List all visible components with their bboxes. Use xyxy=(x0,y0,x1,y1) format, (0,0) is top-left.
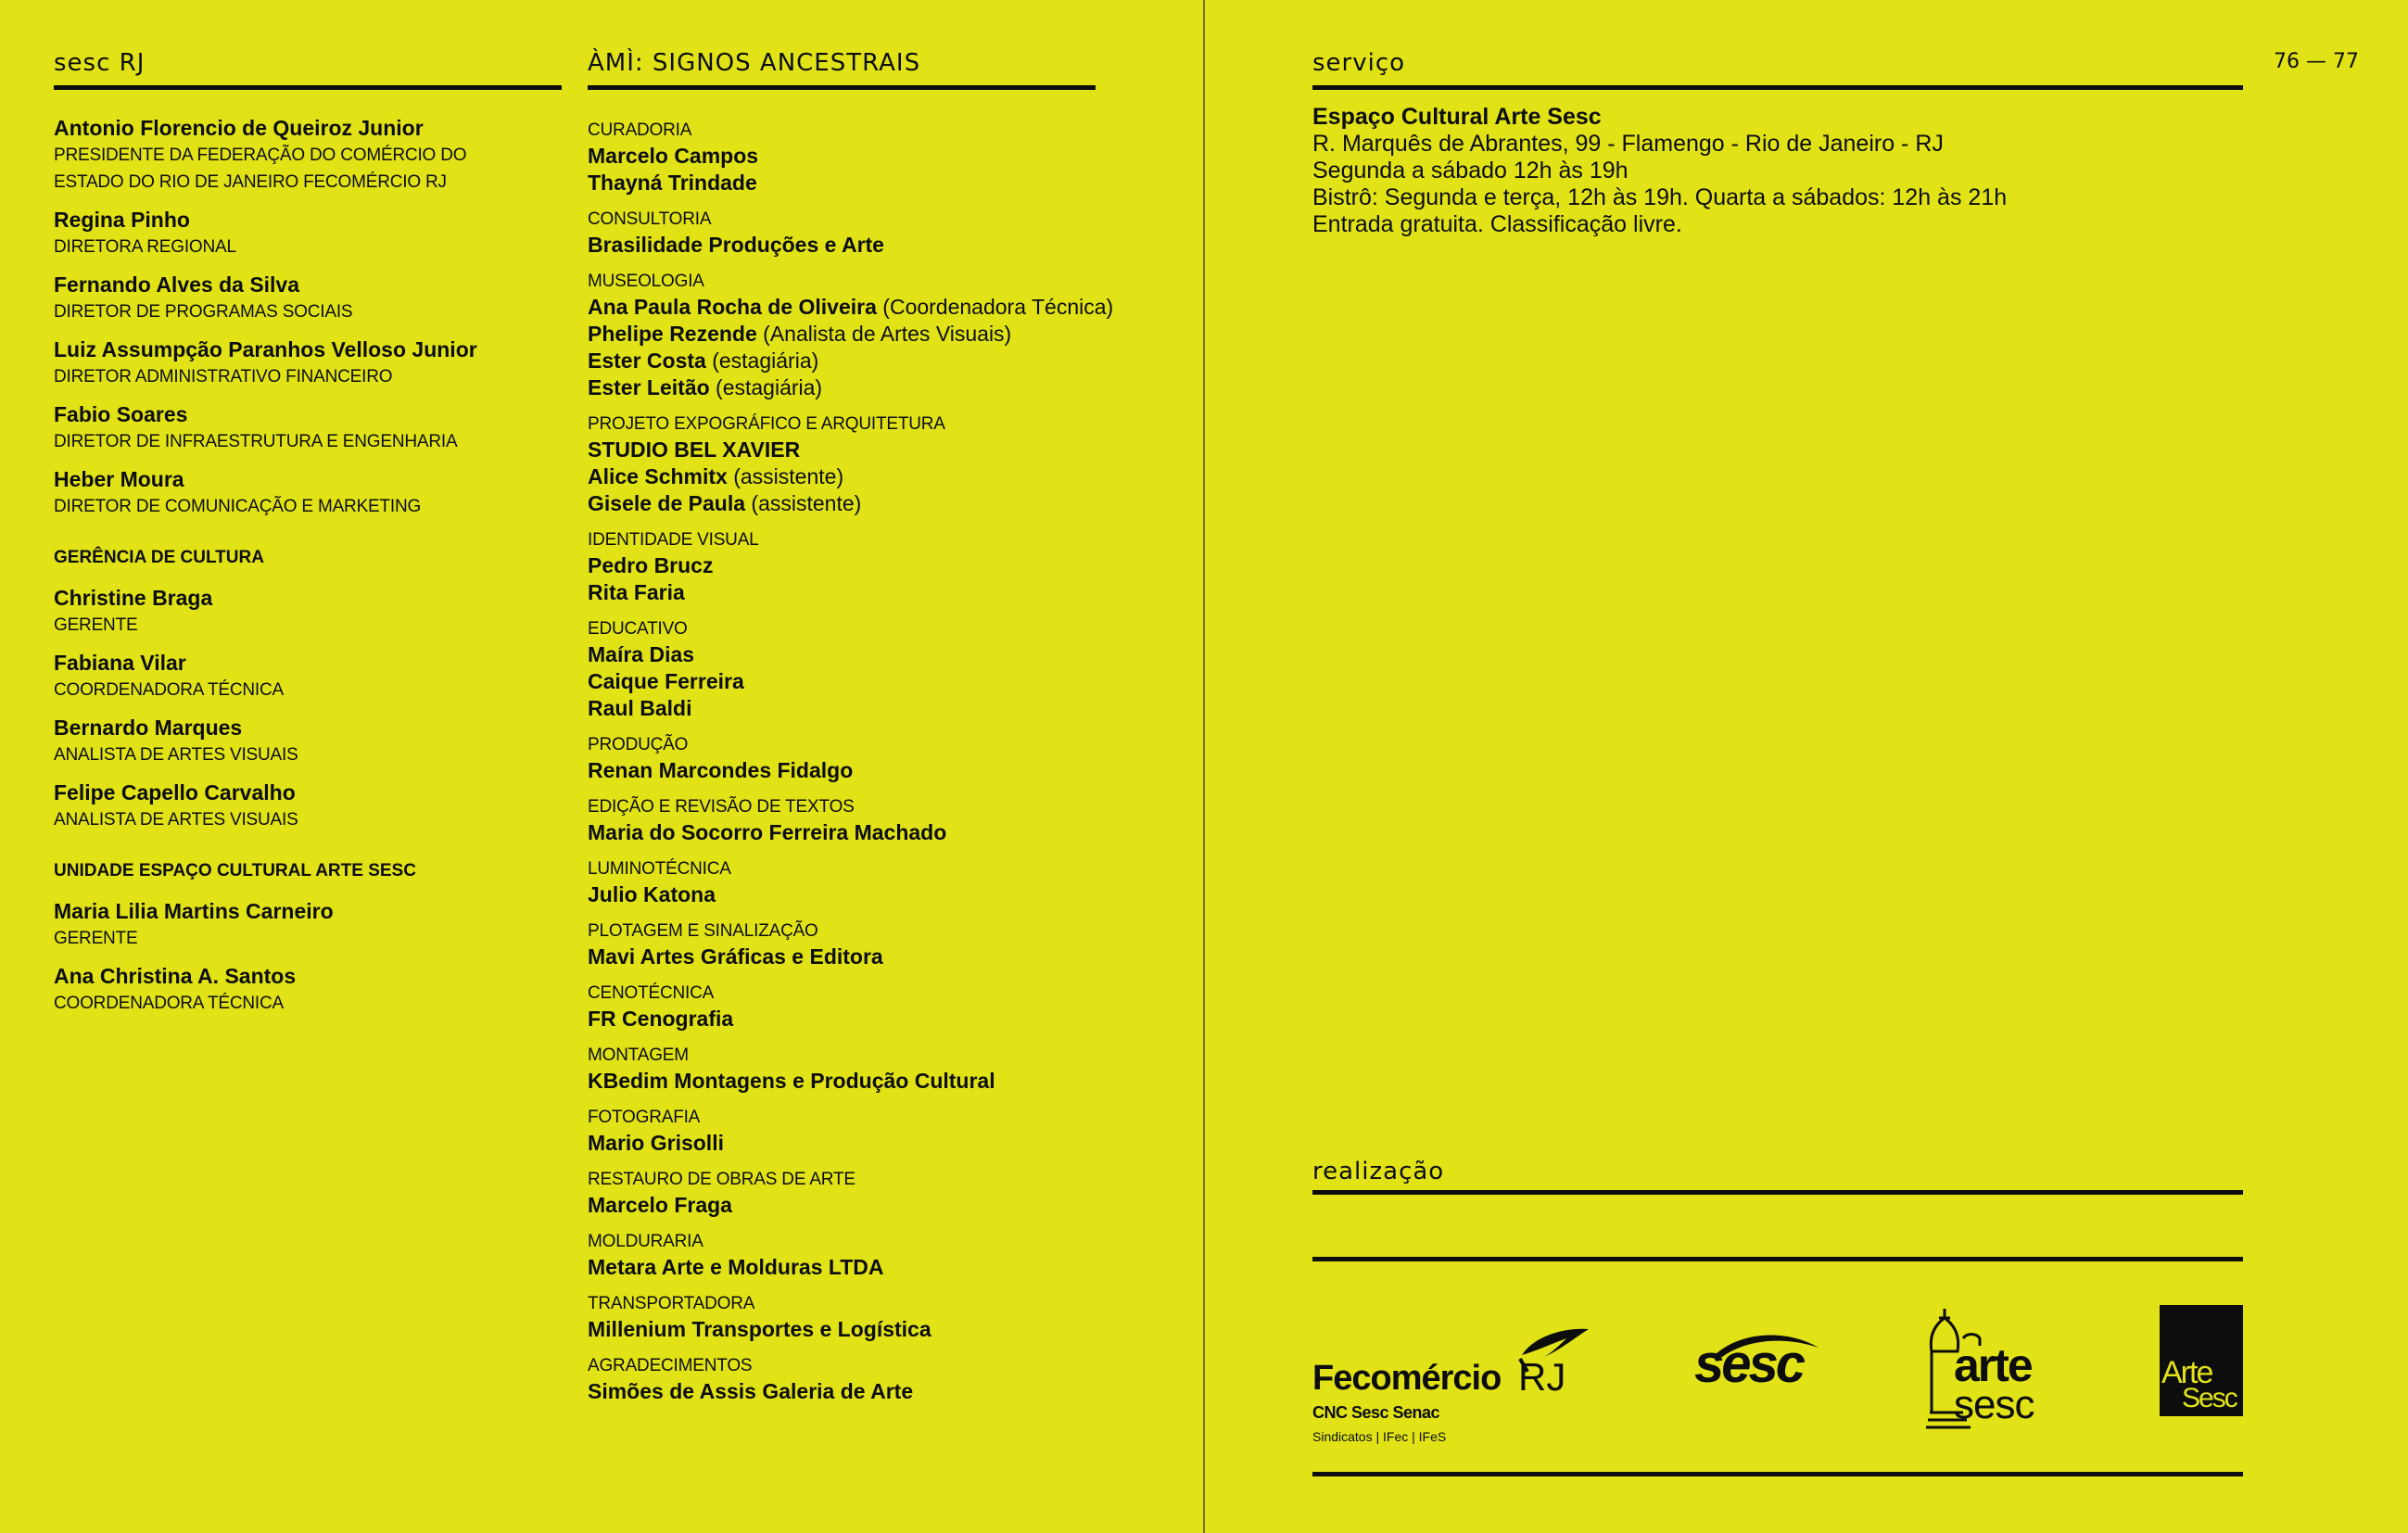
credit-name-line xyxy=(588,437,1162,463)
credit-group xyxy=(588,617,1162,722)
credit-role: AGRADECIMENTOS xyxy=(588,1356,753,1375)
credit-group xyxy=(588,270,1162,401)
member-name: Ana Christina A. Santos xyxy=(54,964,297,988)
credit-group xyxy=(588,528,1162,606)
member-name: Regina Pinho xyxy=(54,208,190,232)
sesc-rj-rule xyxy=(54,85,562,90)
credit-role: TRANSPORTADORA xyxy=(588,1294,755,1313)
board-member xyxy=(54,272,573,325)
credit-name: Simões de Assis Galeria de Arte xyxy=(588,1379,914,1403)
credit-name: Mario Grisolli xyxy=(588,1131,724,1155)
member-name: Heber Moura xyxy=(54,467,184,491)
credit-role: CONSULTORIA xyxy=(588,209,712,229)
credit-name: KBedim Montagens e Produção Cultural xyxy=(588,1069,995,1093)
culture-list xyxy=(54,585,573,833)
member-role: COORDENADORA TÉCNICA xyxy=(54,680,284,700)
credit-name-line xyxy=(588,1130,1162,1157)
credit-name-line xyxy=(588,881,1162,908)
credit-note: (estagiária) xyxy=(709,375,823,399)
arte-box-top: Arte xyxy=(2161,1355,2212,1390)
credit-note: (estagiária) xyxy=(705,348,819,373)
credit-name-line xyxy=(588,1068,1162,1095)
fecomercio-sub: CNC Sesc Senac xyxy=(1312,1403,1440,1422)
member-role: DIRETOR DE PROGRAMAS SOCIAIS xyxy=(54,302,353,322)
credit-name-line xyxy=(588,170,1162,196)
credit-note: (assistente) xyxy=(727,464,844,488)
board-member xyxy=(54,336,573,390)
sesc-rj-column xyxy=(54,115,573,1028)
credit-name-line xyxy=(588,1254,1162,1281)
credit-role: EDIÇÃO E REVISÃO DE TEXTOS xyxy=(588,797,855,817)
credit-group xyxy=(588,1230,1162,1281)
credit-group xyxy=(588,412,1162,517)
credit-name: Ana Paula Rocha de Oliveira xyxy=(588,295,877,319)
credit-group xyxy=(588,1168,1162,1219)
board-list xyxy=(54,115,573,520)
credit-group xyxy=(588,795,1162,846)
address-line: R. Marquês de Abrantes, 99 - Flamengo - Rio de Janeiro - RJ xyxy=(1312,131,1944,157)
credit-name-line xyxy=(588,1006,1162,1033)
credit-group xyxy=(588,1354,1162,1405)
credit-group xyxy=(588,119,1162,196)
credit-name: Thayná Trindade xyxy=(588,171,757,195)
credit-name: Ester Leitão xyxy=(588,375,710,399)
member-name: Maria Lilia Martins Carneiro xyxy=(54,899,334,923)
credit-name: Gisele de Paula xyxy=(588,491,746,515)
credit-name: Renan Marcondes Fidalgo xyxy=(588,758,854,782)
credit-name: Marcelo Fraga xyxy=(588,1193,732,1217)
member-role: GERENTE xyxy=(54,929,138,948)
credit-group xyxy=(588,857,1162,908)
member-name: Fabio Soares xyxy=(54,402,188,426)
credit-name: Alice Schmitx xyxy=(588,464,728,488)
unit-member xyxy=(54,898,573,952)
credit-role: IDENTIDADE VISUAL xyxy=(588,530,759,550)
admission-line: Entrada gratuita. Classificação livre. xyxy=(1312,211,1682,237)
page-number: 76 — 77 xyxy=(2274,50,2359,73)
logos-bottom-rule xyxy=(1312,1472,2243,1476)
member-role: COORDENADORA TÉCNICA xyxy=(54,994,284,1013)
member-role: PRESIDENTE DA FEDERAÇÃO DO COMÉRCIO DO xyxy=(54,146,467,165)
credit-name-line xyxy=(588,1316,1162,1343)
credit-group xyxy=(588,982,1162,1033)
credit-name: Julio Katona xyxy=(588,882,716,906)
member-role: DIRETOR DE COMUNICAÇÃO E MARKETING xyxy=(54,497,422,516)
credit-name: Brasilidade Produções e Arte xyxy=(588,233,884,257)
credit-name: Maria do Socorro Ferreira Machado xyxy=(588,820,947,844)
credit-role: MONTAGEM xyxy=(588,1045,689,1065)
credit-name-line xyxy=(588,757,1162,784)
sesc-logo xyxy=(1694,1329,1824,1403)
credit-name-line xyxy=(588,641,1162,668)
credit-name-line xyxy=(588,695,1162,722)
credit-name-line xyxy=(588,1192,1162,1219)
credit-name-line xyxy=(588,463,1162,490)
member-role: DIRETOR DE INFRAESTRUTURA E ENGENHARIA xyxy=(54,432,458,451)
sesc-wordmark: sesc xyxy=(1694,1334,1804,1394)
credit-name: STUDIO BEL XAVIER xyxy=(588,437,801,462)
member-name: Fabiana Vilar xyxy=(54,651,186,675)
artesesc-top: arte xyxy=(1954,1339,2032,1391)
member-role: GERENTE xyxy=(54,615,138,635)
credit-name: Caique Ferreira xyxy=(588,669,744,693)
credit-group xyxy=(588,919,1162,970)
credit-role: PROJETO EXPOGRÁFICO E ARQUITETURA xyxy=(588,414,945,434)
board-member xyxy=(54,207,573,260)
service-info xyxy=(1312,104,2007,238)
credit-name-line xyxy=(588,490,1162,517)
realization-logos xyxy=(1312,1261,2243,1455)
credit-role: EDUCATIVO xyxy=(588,619,688,639)
credit-group xyxy=(588,733,1162,784)
fecomercio-rj-logo xyxy=(1312,1325,1600,1446)
credit-name-line xyxy=(588,552,1162,579)
credit-name: Marcelo Campos xyxy=(588,144,759,168)
credit-note: (Coordenadora Técnica) xyxy=(876,295,1114,319)
realization-heading: realização xyxy=(1312,1158,1445,1185)
credit-name: Ester Costa xyxy=(588,348,706,373)
unit-member xyxy=(54,963,573,1017)
credit-name-line xyxy=(588,668,1162,695)
member-name: Bernardo Marques xyxy=(54,716,243,740)
credit-role: CURADORIA xyxy=(588,120,692,140)
credit-role: PLOTAGEM E SINALIZAÇÃO xyxy=(588,921,818,941)
fecomercio-small: Sindicatos | IFec | IFeS xyxy=(1312,1429,1447,1444)
service-heading: serviço xyxy=(1312,49,1406,77)
culture-member xyxy=(54,585,573,639)
credit-note: (Analista de Artes Visuais) xyxy=(756,322,1012,346)
exhibition-heading: ÀMÌ: SIGNOS ANCESTRAIS xyxy=(588,49,921,77)
unit-list xyxy=(54,898,573,1017)
culture-member xyxy=(54,779,573,833)
culture-heading: GERÊNCIA DE CULTURA xyxy=(54,548,264,567)
member-name: Fernando Alves da Silva xyxy=(54,272,300,297)
credit-group xyxy=(588,1044,1162,1095)
member-name: Antonio Florencio de Queiroz Junior xyxy=(54,116,424,140)
member-role: ESTADO DO RIO DE JANEIRO FECOMÉRCIO RJ xyxy=(54,172,447,192)
credit-name-line xyxy=(588,232,1162,259)
member-role: ANALISTA DE ARTES VISUAIS xyxy=(54,745,298,765)
unit-heading: UNIDADE ESPAÇO CULTURAL ARTE SESC xyxy=(54,861,416,881)
credit-role: PRODUÇÃO xyxy=(588,735,689,754)
arte-sesc-box-logo xyxy=(2160,1305,2243,1416)
credit-name-line xyxy=(588,294,1162,321)
credit-name-line xyxy=(588,944,1162,970)
credit-name: Maíra Dias xyxy=(588,642,695,666)
credit-name: Rita Faria xyxy=(588,580,685,604)
member-role: ANALISTA DE ARTES VISUAIS xyxy=(54,810,298,830)
credit-name: Phelipe Rezende xyxy=(588,322,757,346)
credit-name-line xyxy=(588,579,1162,606)
sesc-rj-heading: sesc RJ xyxy=(54,49,146,77)
credit-name: Millenium Transportes e Logística xyxy=(588,1317,932,1341)
credit-name: Mavi Artes Gráficas e Editora xyxy=(588,944,883,969)
credit-role: CENOTÉCNICA xyxy=(588,983,715,1003)
credit-name: FR Cenografia xyxy=(588,1007,734,1031)
board-member xyxy=(54,466,573,520)
member-name: Felipe Capello Carvalho xyxy=(54,780,296,805)
credit-name-line xyxy=(588,374,1162,401)
credit-note: (assistente) xyxy=(745,491,862,515)
member-role: DIRETOR ADMINISTRATIVO FINANCEIRO xyxy=(54,367,393,386)
venue-name: Espaço Cultural Arte Sesc xyxy=(1312,104,1602,130)
exhibition-rule xyxy=(588,85,1096,90)
credit-role: LUMINOTÉCNICA xyxy=(588,859,731,879)
fecomercio-name: Fecomércio xyxy=(1312,1359,1502,1398)
member-name: Luiz Assumpção Paranhos Velloso Junior xyxy=(54,337,477,361)
credit-group xyxy=(588,1292,1162,1343)
credit-name-line xyxy=(588,819,1162,846)
exhibition-credits xyxy=(588,119,1162,1416)
member-role: DIRETORA REGIONAL xyxy=(54,237,236,257)
artesesc-bottom: sesc xyxy=(1954,1382,2034,1427)
credit-name-line xyxy=(588,143,1162,170)
culture-member xyxy=(54,650,573,703)
board-member xyxy=(54,115,573,196)
credit-role: MOLDURARIA xyxy=(588,1232,703,1251)
service-rule xyxy=(1312,85,2243,90)
culture-member xyxy=(54,715,573,768)
credit-name: Pedro Brucz xyxy=(588,553,714,577)
credit-name-line xyxy=(588,348,1162,374)
arte-box-bottom: Sesc xyxy=(2182,1383,2237,1413)
credit-role: MUSEOLOGIA xyxy=(588,272,704,291)
page-divider xyxy=(1203,0,1205,1533)
fecomercio-rj-label: RJ xyxy=(1518,1355,1566,1399)
hours-line: Segunda a sábado 12h às 19h xyxy=(1312,158,1629,184)
credit-group xyxy=(588,208,1162,259)
credit-group xyxy=(588,1106,1162,1157)
board-member xyxy=(54,401,573,455)
credit-name-line xyxy=(588,1378,1162,1405)
bistro-hours-line: Bistrô: Segunda e terça, 12h às 19h. Quarta a sábados: 12h às 21h xyxy=(1312,184,2008,210)
realization-rule xyxy=(1312,1190,2243,1195)
credit-role: RESTAURO DE OBRAS DE ARTE xyxy=(588,1170,855,1189)
credit-name-line xyxy=(588,321,1162,348)
artesesc-logo xyxy=(1926,1309,2056,1429)
member-name: Christine Braga xyxy=(54,586,213,610)
credit-name: Raul Baldi xyxy=(588,696,692,720)
credit-name: Metara Arte e Molduras LTDA xyxy=(588,1255,884,1279)
credit-role: FOTOGRAFIA xyxy=(588,1108,701,1127)
